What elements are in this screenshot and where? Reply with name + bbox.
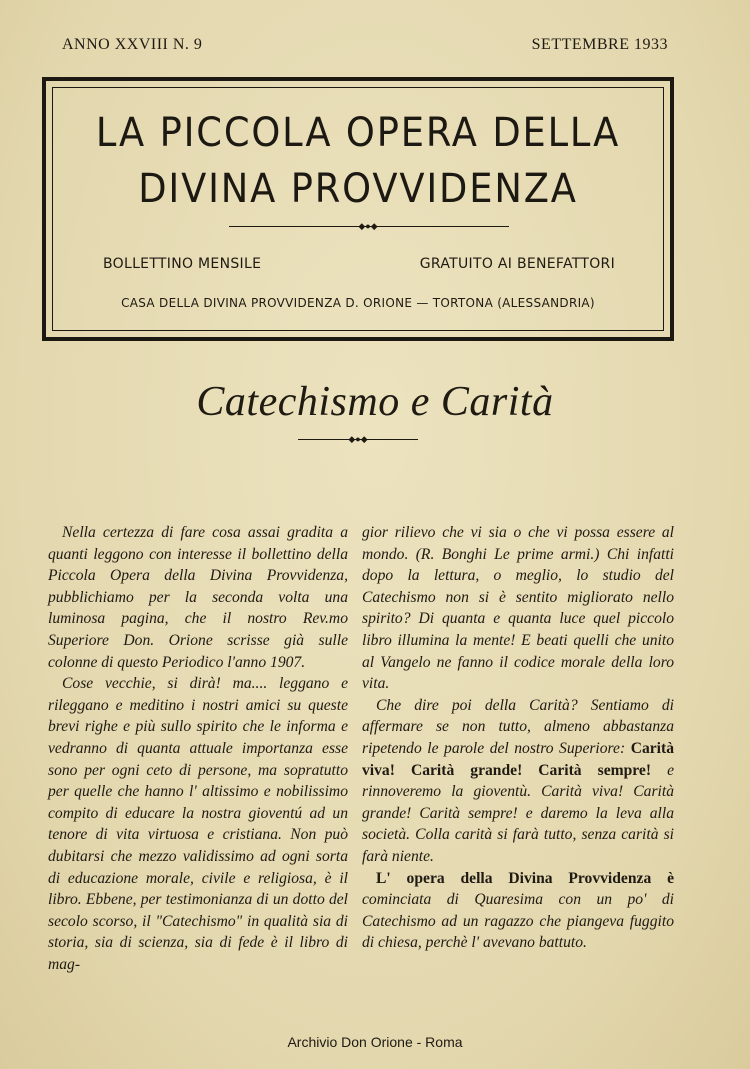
masthead-subtitle-right: GRATUITO AI BENEFATTORI bbox=[419, 256, 615, 272]
masthead-title-line1: LA PICCOLA OPERA DELLA bbox=[95, 110, 621, 156]
issue-date: SETTEMBRE 1933 bbox=[531, 36, 668, 53]
paragraph-text: cominciata di Quaresima con un po' di Catechismo ad un ragazzo che piangeva fuggito di chiesa, perchè l' avevano battuto. bbox=[362, 891, 674, 952]
paragraph-emphasis: Carità viva! Carità grande! Carità sempre! bbox=[362, 739, 674, 779]
issue-number: ANNO XXVIII N. 9 bbox=[62, 36, 203, 53]
masthead-subtitle-left: BOLLETTINO MENSILE bbox=[103, 256, 262, 272]
article-column-right bbox=[362, 522, 674, 954]
masthead-address: CASA DELLA DIVINA PROVVIDENZA D. ORIONE — TORTONA (ALESSANDRIA) bbox=[121, 296, 595, 310]
issue-line bbox=[62, 36, 668, 54]
masthead-title-line2: DIVINA PROVVIDENZA bbox=[138, 166, 578, 212]
paragraph bbox=[362, 695, 674, 868]
paragraph: Nella certezza di fare cosa assai gradita a quanti leggono con interesse il bollettino della Piccola Opera della Divina Provvidenza, pubblichiamo per la seconda volta una luminosa pagina, che il nostro Rev.mo Superiore Don. Orione scrisse già sulle colonne di questo Periodico l'anno 1907. bbox=[48, 524, 348, 671]
archive-footer: Archivio Don Orione - Roma bbox=[287, 1034, 463, 1050]
article-title: Catechismo e Carità bbox=[196, 379, 554, 425]
masthead bbox=[42, 77, 674, 341]
masthead-inner-frame bbox=[52, 87, 664, 331]
paragraph-text: e rinnoveremo la gioventù. Carità viva! Carità grande! Carità sempre! e daremo la leva alla società. Colla carità si farà tutto, senza carità si farà niente. bbox=[362, 761, 674, 865]
paragraph: Cose vecchie, si dirà! ma.... leggano e rileggano e meditino i nostri amici su queste brevi righe e più sullo spirito che le informa e vedranno di quanta attuale importanza esse sono per ogni ceto di persone, ma sopratutto per quelle che hanno l' altissimo e nobilissimo compito di educare la nostra gioventú ad un tenore di vita virtuosa e cristiana. Non può dubitarsi che mezzo validissimo ad ogni sorta di educazione morale, civile e religiosa, è il libro. Ebbene, per testimonianza di un dotto del secolo scorso, il "Catechismo" in qualità sia di storia, sia di scienza, sia di fede è il libro di mag- bbox=[48, 675, 348, 973]
paragraph-text: Che dire poi della Carità? Sentiamo di affermare se non tutto, almeno abbastanza ripetendo le parole del nostro Superiore: bbox=[362, 696, 674, 757]
paragraph-emphasis: L' opera della Divina Provvidenza è bbox=[376, 869, 674, 887]
paragraph bbox=[362, 868, 674, 954]
title-ornament-icon: ◆●◆ bbox=[348, 434, 368, 444]
article-column-left bbox=[48, 522, 348, 975]
paragraph: gior rilievo che vi sia o che vi possa essere al mondo. (R. Bonghi Le prime armi.) Chi infatti dopo la lettura, o meglio, lo studio del Catechismo non si è sentito migliorato nello spirito? Di quanta e quanta luce quel piccolo libro illumina la mente! E beati quelli che unito al Vangelo ne fanno il codice morale della loro vita. bbox=[362, 524, 674, 693]
masthead-ornament-icon: ◆●◆ bbox=[358, 221, 378, 231]
